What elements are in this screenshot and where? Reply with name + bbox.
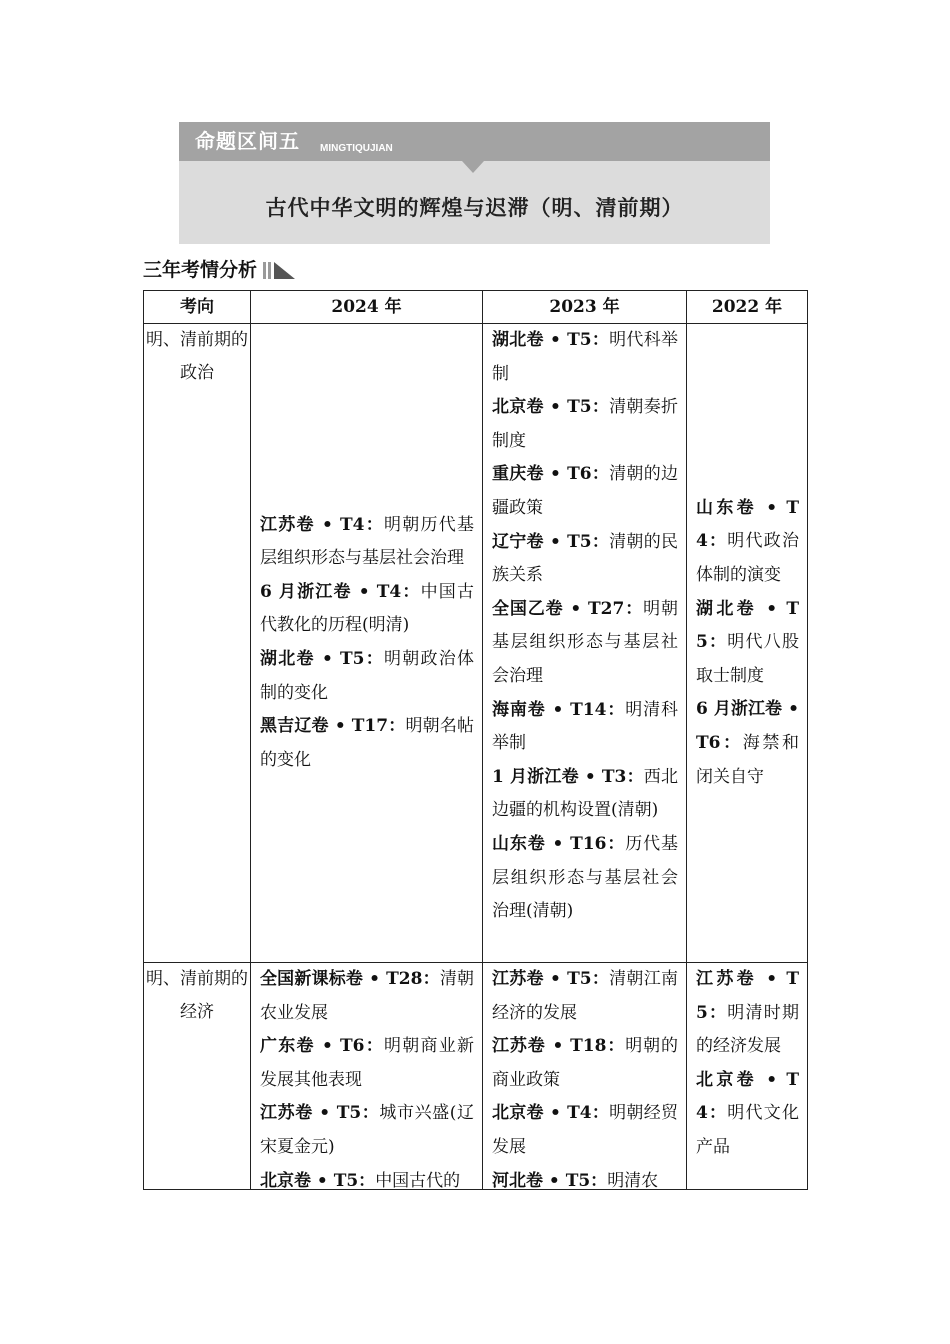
exam-entry: 全国乙卷 • T27：明朝基层组织形态与基层社会治理 (492, 598, 678, 686)
header-2024: 2024 年 (251, 291, 483, 324)
exam-entry: 江苏卷 • T4：明朝历代基层组织形态与基层社会治理 (260, 514, 475, 569)
exam-entry: 6 月浙江卷 • T6：海禁和闭关自守 (696, 699, 800, 787)
cell-2023 (483, 963, 687, 1190)
entry-list-2024 (251, 509, 482, 778)
exam-entry: 辽宁卷 • T5：清朝的民族关系 (492, 531, 678, 586)
exam-entry: 北京卷 • T5：中国古代的 (260, 1170, 461, 1189)
section-heading (143, 256, 299, 284)
entry-list-2022 (687, 492, 807, 794)
exam-entry: 北京卷 • T5：清朝奏折制度 (492, 397, 678, 451)
header-2022: 2022 年 (687, 291, 808, 324)
exam-entry: 江苏卷 • T5：清朝江南经济的发展 (492, 969, 678, 1023)
entry-list-2024 (251, 963, 482, 1189)
cell-2022 (687, 324, 808, 963)
exam-entry: 山东卷 • T16：历代基层组织形态与基层社会治理(清朝) (492, 833, 679, 922)
exam-entry: 6 月浙江卷 • T4：中国古代教化的历程(明清) (260, 581, 474, 636)
entry-list-2023 (483, 963, 686, 1189)
exam-entry: 黑吉辽卷 • T17：明朝名帖的变化 (260, 716, 475, 770)
exam-entry: 1 月浙江卷 • T3：西北边疆的机构设置(清朝) (492, 766, 679, 821)
table-header-row (144, 291, 808, 324)
exam-entry: 湖北卷 • T5：明朝政治体制的变化 (260, 649, 475, 703)
banner-title: 古代中华文明的辉煌与迟滞（明、清前期） (265, 196, 684, 220)
exam-analysis-table (143, 290, 808, 1190)
section-title: 三年考情分析 (143, 259, 258, 281)
exam-entry: 重庆卷 • T6：清朝的边疆政策 (492, 464, 678, 518)
row-topic: 明、清前期的政治 (144, 324, 251, 963)
cell-2024 (251, 963, 483, 1190)
header-topic: 考向 (144, 291, 251, 324)
exam-entry: 山东卷 • T4：明代政治体制的演变 (696, 497, 799, 586)
table-row (144, 324, 808, 963)
exam-entry: 海南卷 • T14：明清科举制 (492, 699, 679, 754)
banner-label: 命题区间五 (195, 129, 300, 153)
banner-pinyin: MINGTIQUJIAN (320, 143, 393, 154)
cell-2022 (687, 963, 808, 1190)
banner-notch-decoration (462, 161, 484, 173)
banner-top-strip (179, 122, 770, 161)
exam-entry: 全国新课标卷 • T28：清朝农业发展 (260, 969, 475, 1023)
chapter-banner (179, 122, 770, 244)
exam-entry: 江苏卷 • T18：明朝的商业政策 (492, 1036, 679, 1090)
cell-2024 (251, 324, 483, 963)
cell-2023 (483, 324, 687, 963)
table-row (144, 963, 808, 1190)
exam-entry: 湖北卷 • T5：明代八股取士制度 (696, 598, 799, 686)
exam-entry: 北京卷 • T4：明朝经贸发展 (492, 1103, 678, 1157)
entry-list-2022 (687, 963, 807, 1165)
section-arrow-icon (263, 259, 299, 281)
entry-list-2023 (483, 324, 686, 929)
exam-entry: 河北卷 • T5：明清农 (492, 1170, 659, 1189)
row-topic: 明、清前期的经济 (144, 963, 251, 1190)
exam-entry: 湖北卷 • T5：明代科举制 (492, 330, 678, 384)
exam-entry: 江苏卷 • T5：明清时期的经济发展 (696, 969, 799, 1057)
exam-entry: 广东卷 • T6：明朝商业新发展其他表现 (260, 1036, 475, 1090)
header-2023: 2023 年 (483, 291, 687, 324)
exam-entry: 北京卷 • T4：明代文化产品 (696, 1069, 799, 1157)
exam-entry: 江苏卷 • T5：城市兴盛(辽宋夏金元) (260, 1103, 474, 1157)
